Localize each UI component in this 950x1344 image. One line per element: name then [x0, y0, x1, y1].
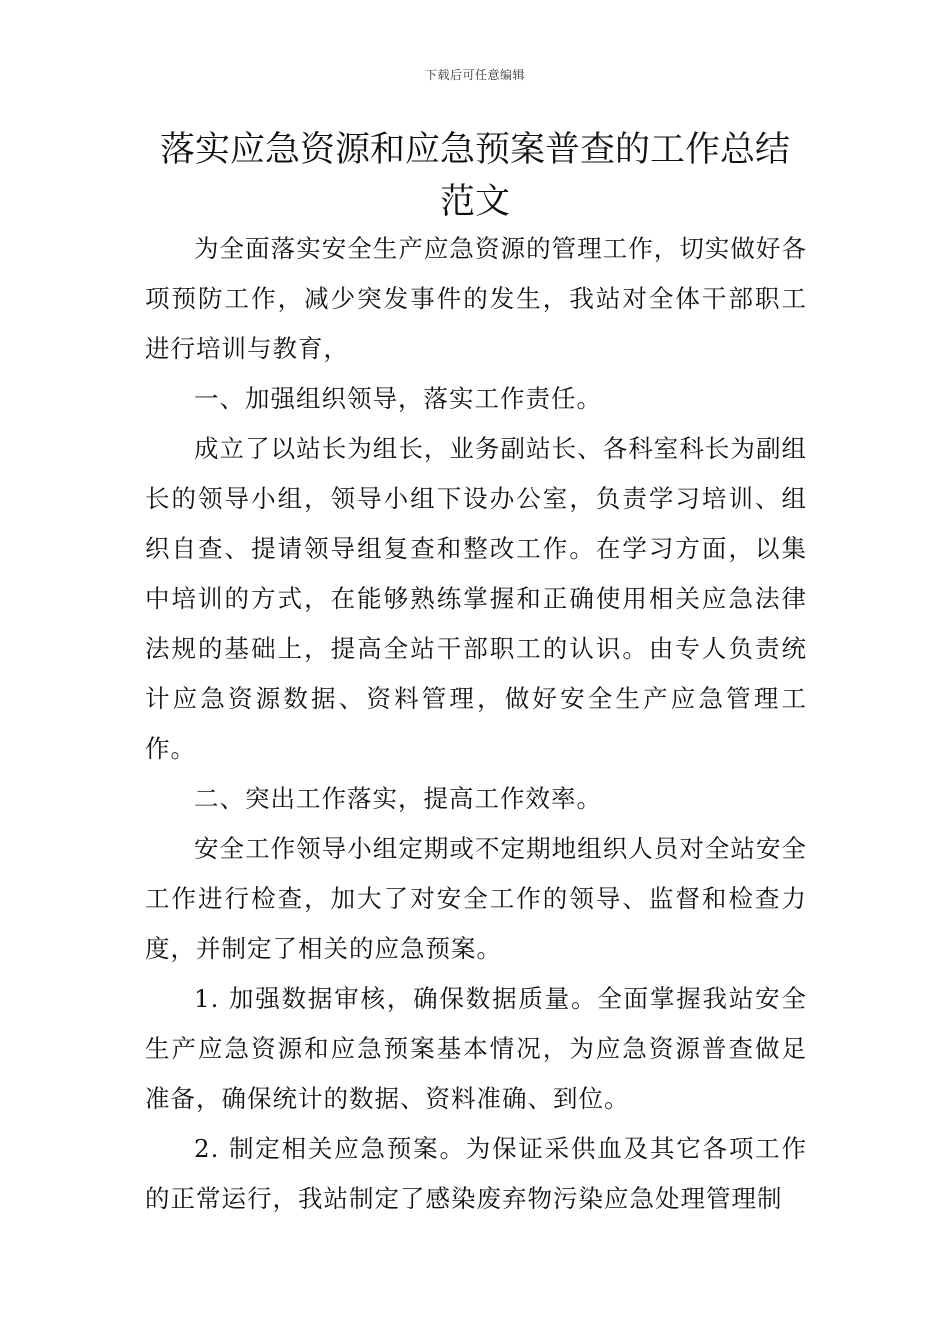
- section-heading-1: 一、加强组织领导，落实工作责任。: [194, 384, 602, 413]
- paragraph-section-2: 安全工作领导小组定期或不定期地组织人员对全站安全工作进行检查，加大了对安全工作的领导、监督和检查力度，并制定了相关的应急预案。: [145, 834, 807, 963]
- section-heading-2: 二、突出工作落实，提高工作效率。: [194, 784, 602, 813]
- paragraph-intro: 为全面落实安全生产应急资源的管理工作，切实做好各项预防工作，减少突发事件的发生，我站对全体干部职工进行培训与教育，: [145, 234, 807, 363]
- paragraph-section-1: 成立了以站长为组长，业务副站长、各科室科长为副组长的领导小组，领导小组下设办公室，负责学习培训、组织自查、提请领导组复查和整改工作。在学习方面，以集中培训的方式，在能够熟练掌握和正确使用相关应急法律法规的基础上，提高全站干部职工的认识。由专人负责统计应急资源数据、资料管理，做好安全生产应急管理工作。: [145, 434, 807, 763]
- title-line-1: 落实应急资源和应急预案普查的工作总结: [159, 130, 790, 170]
- list-item-1: 1. 加强数据审核，确保数据质量。全面掌握我站安全生产应急资源和应急预案基本情况，为应急资源普查做足准备，确保统计的数据、资料准确、到位。: [145, 984, 807, 1113]
- list-item-2: 2. 制定相关应急预案。为保证采供血及其它各项工作的正常运行，我站制定了感染废弃物污染应急处理管理制: [145, 1134, 807, 1213]
- header-note: 下载后可任意编辑: [424, 68, 525, 82]
- document-title: [140, 124, 810, 228]
- document-body: [145, 224, 807, 1224]
- title-line-2: 范文: [439, 182, 510, 222]
